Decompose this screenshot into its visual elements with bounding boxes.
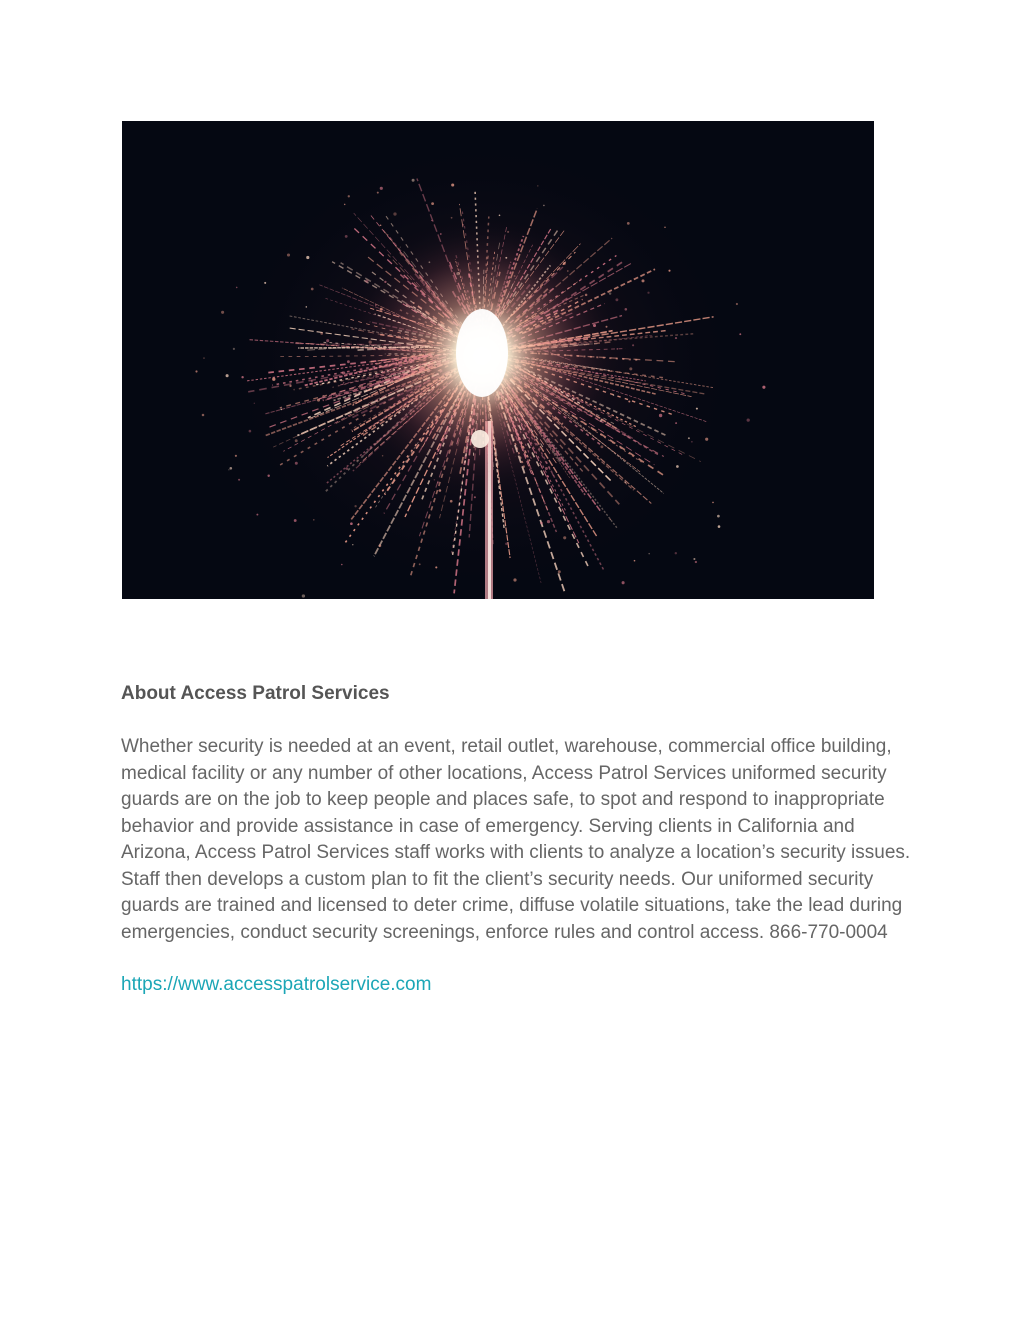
firework-ember bbox=[341, 564, 343, 566]
firework-ember bbox=[233, 348, 235, 350]
firework-ember bbox=[393, 212, 396, 215]
firework-ember bbox=[762, 386, 765, 389]
firework-ember bbox=[272, 378, 275, 381]
firework-ember bbox=[505, 543, 508, 546]
firework-ember bbox=[249, 430, 252, 433]
firework-image bbox=[122, 121, 874, 599]
firework-ember bbox=[696, 408, 698, 410]
firework-ember bbox=[241, 376, 243, 378]
section-heading: About Access Patrol Services bbox=[121, 683, 390, 704]
firework-ember bbox=[412, 179, 415, 182]
firework-ember bbox=[317, 399, 320, 402]
firework-ember bbox=[350, 522, 353, 525]
firework-ember bbox=[537, 185, 538, 186]
firework-ember bbox=[280, 409, 282, 411]
firework-ember bbox=[547, 520, 550, 523]
firework-ember bbox=[229, 467, 232, 470]
firework-ember bbox=[264, 282, 266, 284]
firework-ember bbox=[675, 337, 677, 339]
firework-ember bbox=[675, 422, 677, 424]
firework-ember bbox=[676, 465, 679, 468]
firework-ember bbox=[718, 525, 721, 528]
firework-ember bbox=[345, 467, 348, 470]
firework-ember bbox=[632, 344, 634, 346]
firework-ember bbox=[295, 462, 298, 465]
firework-ember bbox=[610, 519, 612, 521]
firework-ember bbox=[499, 214, 501, 216]
firework-ember bbox=[435, 566, 437, 568]
firework-ember bbox=[563, 536, 566, 539]
firework-ember bbox=[691, 441, 693, 443]
firework-ember bbox=[629, 367, 632, 370]
firework-ember bbox=[451, 217, 453, 219]
website-link[interactable]: https://www.accesspatrolservice.com bbox=[121, 974, 432, 995]
firework-ember bbox=[717, 515, 720, 518]
firework-ember bbox=[675, 552, 677, 554]
firework-ember bbox=[625, 482, 626, 483]
firework-ember bbox=[609, 292, 611, 294]
firework-ember bbox=[294, 519, 297, 522]
firework-ember bbox=[600, 445, 603, 448]
firework-ember bbox=[326, 339, 329, 342]
firework-ember bbox=[343, 382, 344, 383]
firework-ember bbox=[311, 380, 313, 382]
firework-ember bbox=[226, 374, 229, 377]
firework-ember bbox=[634, 560, 636, 562]
firework-ember bbox=[352, 544, 353, 545]
firework-ember bbox=[688, 437, 690, 439]
firework-ember bbox=[668, 270, 670, 272]
firework-ember bbox=[615, 298, 618, 301]
firework-ember bbox=[306, 256, 309, 259]
firework-ember bbox=[474, 496, 476, 498]
firework-ember bbox=[380, 224, 382, 226]
firework-ember bbox=[693, 558, 695, 560]
firework-ember bbox=[431, 202, 434, 205]
firework-ember bbox=[380, 187, 383, 190]
firework-ember bbox=[345, 235, 348, 238]
firework-photo bbox=[122, 121, 874, 599]
firework-ember bbox=[664, 227, 666, 229]
firework-ember bbox=[202, 414, 205, 417]
firework-ember bbox=[306, 306, 308, 308]
firework-ember bbox=[625, 308, 628, 311]
firework-ember bbox=[254, 403, 255, 404]
firework-ember bbox=[228, 469, 229, 470]
firework-ember bbox=[648, 553, 650, 555]
firework-ember bbox=[659, 414, 662, 417]
firework-ember bbox=[627, 222, 630, 225]
firework-ember bbox=[320, 332, 323, 335]
firework-ember bbox=[419, 563, 421, 565]
firework-ember bbox=[256, 514, 258, 516]
firework-ember bbox=[238, 479, 240, 481]
firework-ember bbox=[203, 357, 204, 358]
firework-ember bbox=[313, 519, 314, 520]
firework-ember bbox=[558, 570, 561, 573]
firework-ember bbox=[289, 385, 291, 387]
firework-ember bbox=[344, 204, 346, 206]
firework-ember bbox=[382, 455, 384, 457]
firework-ember bbox=[236, 287, 238, 289]
firework-ember bbox=[302, 594, 305, 597]
firework-ember bbox=[377, 192, 379, 194]
firework-ember bbox=[712, 502, 714, 504]
firework-ember bbox=[647, 292, 649, 294]
firework-ember bbox=[451, 183, 454, 186]
firework-ember bbox=[221, 311, 224, 314]
firework-ember bbox=[431, 220, 432, 221]
firework-ember bbox=[195, 370, 197, 372]
firework-ember bbox=[739, 333, 741, 335]
firework-ember bbox=[622, 581, 625, 584]
firework-ember bbox=[628, 400, 630, 402]
firework-ember bbox=[543, 205, 545, 207]
firework-ember bbox=[513, 578, 516, 581]
firework-ember bbox=[348, 195, 350, 197]
firework-ember bbox=[747, 418, 750, 421]
firework-ember bbox=[736, 303, 738, 305]
firework-ember bbox=[695, 561, 697, 563]
firework-ember bbox=[235, 455, 237, 457]
firework-ember bbox=[540, 522, 543, 525]
about-paragraph: Whether security is needed at an event, retail outlet, warehouse, commercial office building, medical facility or any number of other locations, Access Patrol Services uniformed security guards are on the job to keep people and places safe, to spot and respond to inappropriate behavior and provide assistance in case of emergency. Serving clients in California and Arizona, Access Patrol Services staff works with clients to analyze a location’s security issues. Staff then develops a custom plan to fit the client’s security needs. Our uniformed security guards are trained and licensed to deter crime, diffuse volatile situations, take the lead during emergencies, conduct security screenings, enforce rules and control access. 866-770-0004 bbox=[121, 736, 911, 943]
firework-ember bbox=[267, 475, 269, 477]
firework-ember bbox=[379, 544, 382, 547]
firework-ember bbox=[356, 459, 358, 461]
firework-ember bbox=[311, 288, 314, 291]
firework-ember bbox=[450, 500, 453, 503]
firework-ember bbox=[323, 395, 324, 396]
firework-ember bbox=[295, 439, 298, 442]
firework-ember bbox=[287, 253, 290, 256]
firework-ember bbox=[642, 279, 645, 282]
firework-ember bbox=[354, 505, 356, 507]
firework-ember bbox=[408, 490, 410, 492]
firework-ember bbox=[705, 438, 708, 441]
